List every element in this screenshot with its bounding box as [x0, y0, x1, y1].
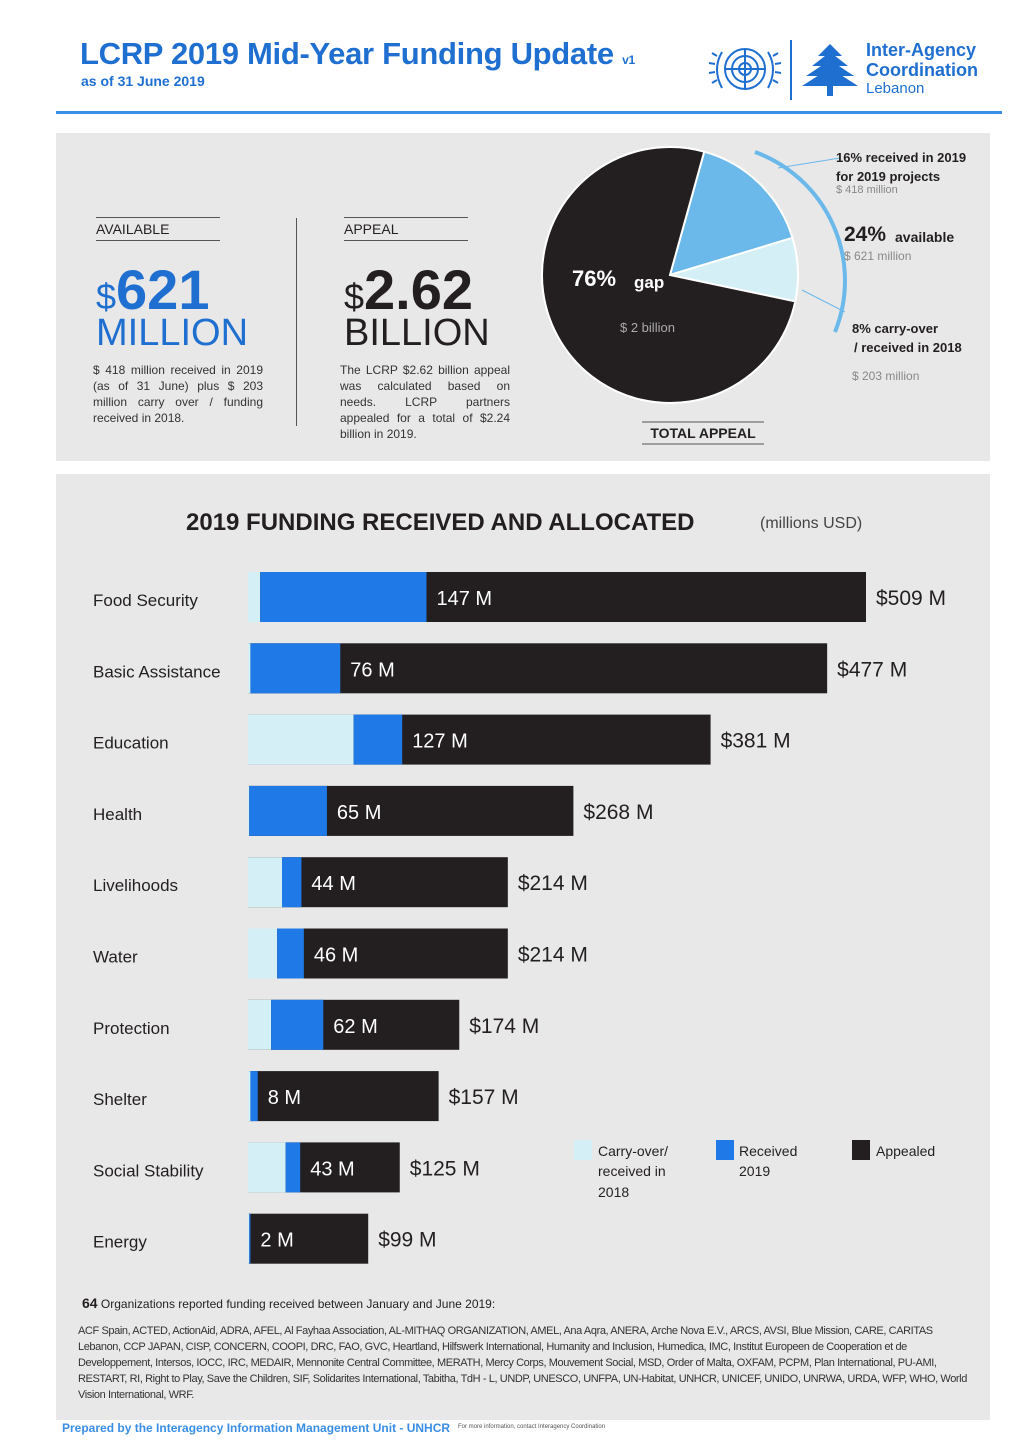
available-amount: $621 [96, 258, 210, 321]
appeal-currency: $ [344, 276, 365, 317]
bar-available-label: 43 M [310, 1158, 355, 1181]
pie-carry-label-1: 8% carry-over [852, 321, 938, 336]
bar-carryover [248, 572, 260, 622]
available-description: $ 418 million received in 2019 (as of 31 June) plus $ 203 million carry over / funding received in 2018. [93, 363, 263, 425]
pie-total-label: TOTAL APPEAL [650, 425, 756, 441]
org-count: 64 [82, 1295, 98, 1311]
bar-appeal-label: $477 M [837, 658, 908, 682]
bar-carryover [248, 1142, 286, 1192]
carry-leader-line [802, 290, 845, 312]
bar-available-label: 46 M [313, 944, 359, 967]
org-count-line [82, 1295, 495, 1311]
version-tag: v1 [622, 53, 635, 67]
bar-received [249, 786, 327, 836]
legend-carryover-line1: Carry-over/ [598, 1143, 669, 1159]
received-leader-line [778, 158, 840, 168]
bar-available-label: 65 M [336, 801, 382, 824]
legend-carryover-line3: 2018 [598, 1184, 630, 1200]
org-list: ACF Spain, ACTED, ActionAid, ADRA, AFEL, Al Fayhaa Association, AL-MITHAQ ORGANIZATION, AMEL, Ana Aqra, ANERA, Arche Nova E.V., ARCS, AVSI, Blue Mission, CARE, CARITAS Lebanon, CCP JAPAN, CISP, CONCERN, COOPI, DRC, FAO, GVC, Heartland, Hilfswerk International, Humanity and Inclusion, Humedica, IMC, Institut Europeen de Cooperation et de Developpement, Intersos, IOCC, IRC, MEDAIR, Mennonite Central Committee, MERATH, Mercy Corps, Mouvement Social, MSD, Order of Malta, OXFAM, PCPM, Plan International, PU-AMI, RESTART, RI, Right to Play, Save the Children, SIF, Solidarites International, Tabitha, TdH - L, UNDP, UNESCO, UNFPA, UN-Habitat, UNHCR, UNICEF, UNIDO, UNRWA, URDA, WFP, WHO, World Vision International, WRF. [78, 1325, 967, 1401]
bar-available-label: 62 M [333, 1015, 378, 1038]
bar-carryover [248, 1071, 250, 1121]
page-header [0, 0, 1024, 112]
prepared-by: Prepared by the Interagency Information Management Unit - UNHCR [62, 1421, 451, 1435]
category-label: Livelihoods [93, 876, 179, 896]
category-label: Protection [93, 1018, 170, 1038]
bar-carryover [248, 857, 282, 907]
appeal-unit: BILLION [344, 312, 490, 354]
category-label: Energy [93, 1232, 147, 1252]
page-subtitle: as of 31 June 2019 [81, 73, 205, 89]
appeal-description: The LCRP $2.62 billion appeal was calculated based on needs. LCRP partners appealed for a total of $2.24 billion in 2019. [340, 363, 510, 441]
org-count-text: Organizations reported funding received between January and June 2019: [97, 1297, 496, 1311]
bar-available-label: 44 M [311, 873, 356, 896]
category-label: Basic Assistance [93, 662, 221, 682]
contact-note: For more information, contact Interagency Coordination [458, 1424, 606, 1430]
pie-available-amount: $ 621 million [844, 249, 912, 263]
bar-carryover [248, 929, 277, 979]
bar-appeal-label: $125 M [409, 1157, 480, 1181]
legend-received-line2: 2019 [739, 1163, 771, 1179]
pie-received-amount: $ 418 million [836, 184, 898, 196]
pie-available-pct: 24% [844, 223, 887, 246]
category-label: Education [93, 733, 169, 753]
available-label: AVAILABLE [96, 217, 220, 241]
pie-received-label-1: 16% received in 2019 [836, 150, 967, 165]
funding-bar-chart [56, 474, 990, 1420]
pie-carry-amount: $ 203 million [852, 369, 920, 383]
header-divider [56, 111, 1002, 114]
bar-available-label: 2 M [260, 1229, 294, 1252]
legend-received-line1: Received [739, 1143, 798, 1159]
bar-received [250, 643, 340, 693]
bar-carryover [248, 715, 354, 765]
bar-available-label: 147 M [436, 588, 493, 610]
cedar-tree-icon [800, 40, 860, 100]
bar-received [260, 572, 426, 622]
category-label: Health [93, 804, 143, 824]
legend-carryover-line2: received in [598, 1163, 666, 1179]
bar-received [282, 857, 301, 907]
legend-appealed: Appealed [876, 1143, 936, 1159]
org-name-line2: Coordination [866, 60, 978, 80]
legend-swatch-appealed [852, 1140, 870, 1160]
bar-received [250, 1071, 257, 1121]
bar-received [286, 1142, 301, 1192]
bar-appeal-label: $268 M [583, 800, 654, 824]
bar-appeal-label: $157 M [448, 1086, 519, 1110]
appeal-amount: $2.62 [344, 258, 474, 321]
pie-received-label-2: for 2019 projects [836, 169, 941, 184]
bar-received [277, 929, 304, 979]
available-currency: $ [96, 276, 117, 317]
kpi-divider [296, 218, 297, 426]
pie-gap-amount: $ 2 billion [620, 320, 675, 335]
available-unit: MILLION [96, 312, 249, 354]
bar-received [249, 1214, 250, 1264]
legend-swatch-received [716, 1140, 734, 1160]
bar-carryover [248, 643, 250, 693]
category-label: Food Security [93, 591, 198, 610]
bar-appeal-label: $174 M [469, 1014, 540, 1038]
bar-appeal-label: $99 M [378, 1228, 437, 1252]
legend-swatch-carryover [574, 1140, 592, 1160]
chart-units: (millions USD) [760, 515, 863, 532]
bar-appeal-label: $509 M [876, 587, 947, 610]
bar-available-label: 127 M [412, 730, 468, 753]
bar-appeal-label: $381 M [720, 729, 791, 753]
total-appeal-pie-chart [540, 140, 990, 455]
pie-available-word: available [895, 229, 955, 245]
org-name-line3: Lebanon [866, 80, 925, 97]
bar-received [271, 1000, 323, 1050]
bar-available-label: 8 M [267, 1087, 302, 1110]
category-label: Social Stability [93, 1161, 204, 1181]
pie-gap-pct: 76% [572, 266, 617, 291]
org-name-line1: Inter-Agency [866, 40, 977, 60]
pie-carry-label-2: / received in 2018 [854, 340, 962, 355]
appeal-label: APPEAL [344, 217, 468, 241]
page-title: LCRP 2019 Mid-Year Funding Update v1 [80, 36, 635, 71]
pie-gap-word: gap [634, 273, 665, 292]
bar-appeal-label: $214 M [517, 872, 588, 896]
logo-divider [790, 40, 792, 100]
un-emblem-icon [708, 38, 782, 100]
bar-carryover [248, 1000, 271, 1050]
chart-title: 2019 FUNDING RECEIVED AND ALLOCATED [186, 509, 695, 536]
category-label: Water [93, 947, 138, 967]
bar-appeal-label: $214 M [517, 943, 588, 967]
bar-available-label: 76 M [350, 659, 395, 682]
category-label: Shelter [93, 1090, 147, 1110]
bar-carryover [248, 786, 249, 836]
bar-received [354, 715, 403, 765]
bar-carryover [248, 1214, 249, 1264]
